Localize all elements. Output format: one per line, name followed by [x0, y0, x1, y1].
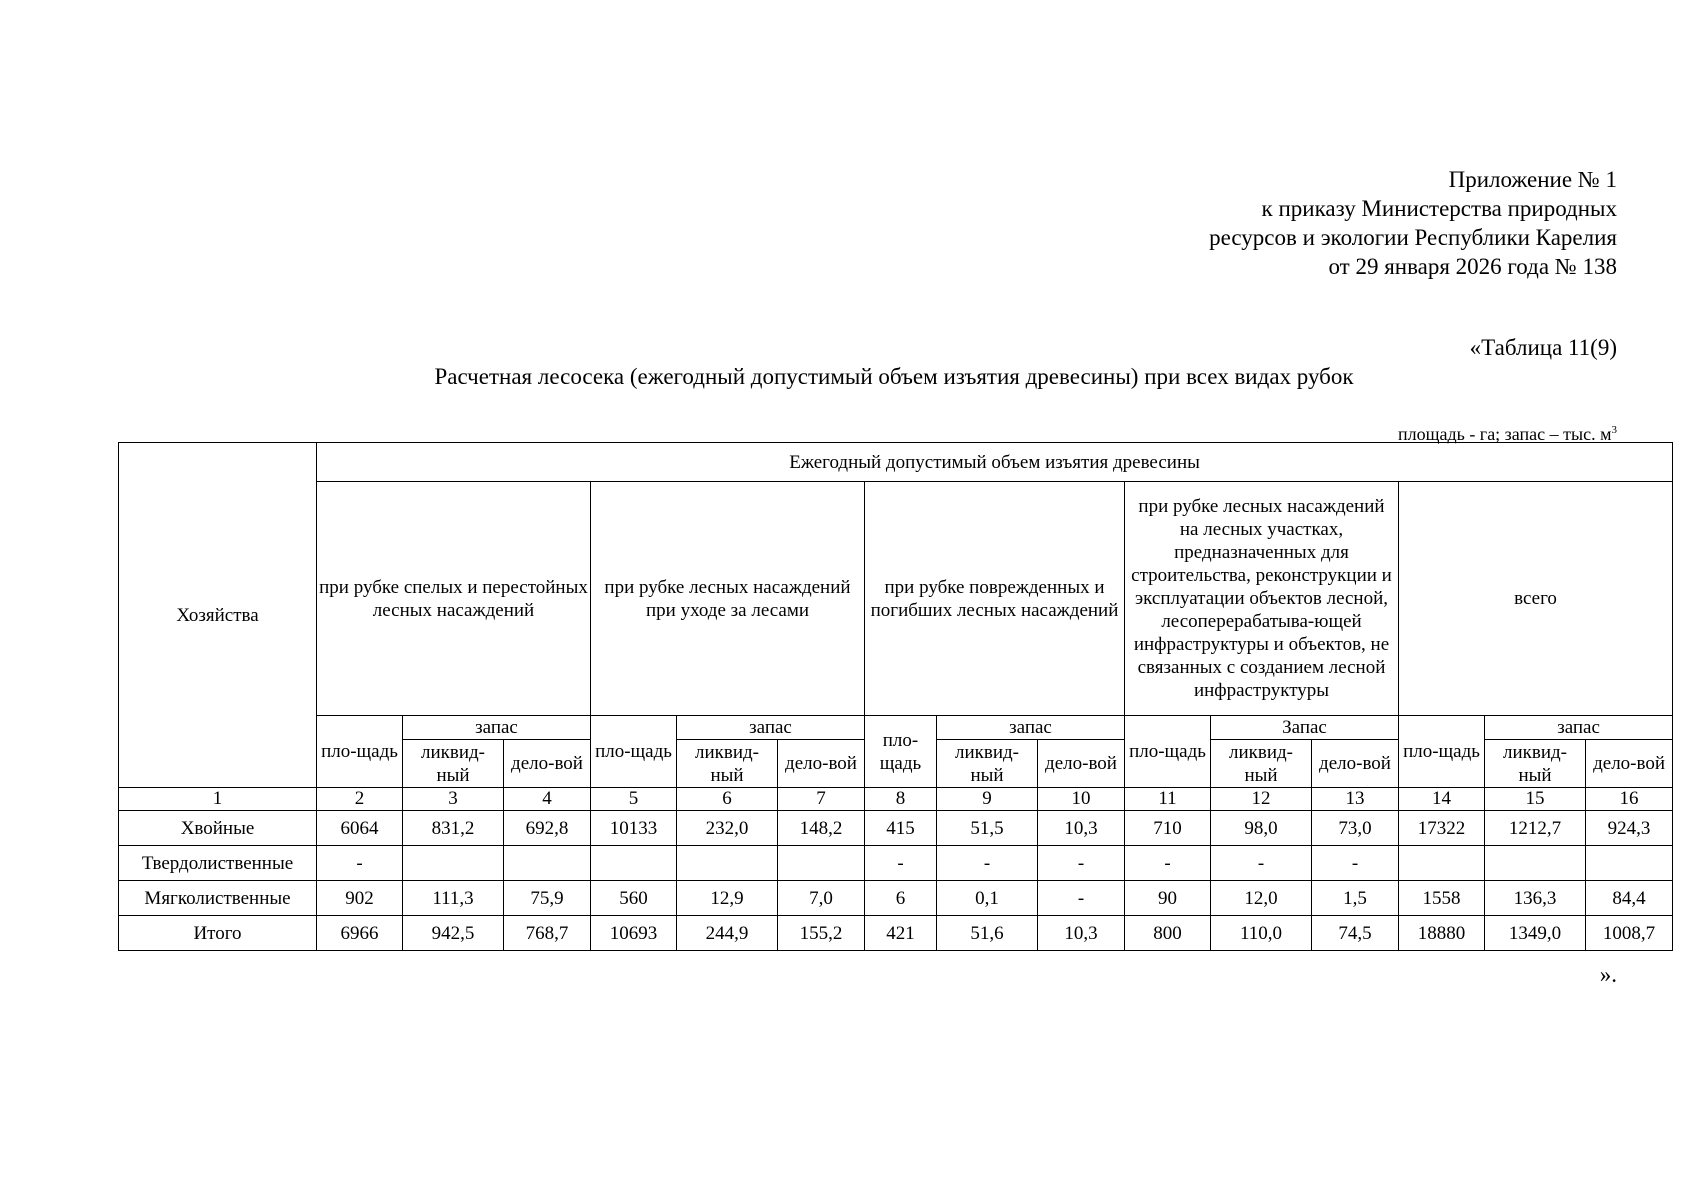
table-cell: 12,9: [677, 881, 778, 916]
header-liquid: ликвид-ный: [937, 740, 1038, 788]
units-text: площадь - га; запас – тыс. м: [1397, 424, 1612, 444]
header-stock: запас: [403, 716, 591, 740]
header-stock: запас: [937, 716, 1125, 740]
header-group-infrastructure: при рубке лесных насаждений на лесных участках, предназначенных для строительства, реконструкции и эксплуатации объектов лесной, лесоперерабатыва-ющей инфраструктуры и объектов, не связанных с созданием лесной инфраструктуры: [1125, 482, 1399, 716]
table-cell: -: [1125, 846, 1211, 881]
table-cell: 7,0: [778, 881, 865, 916]
header-farm-type: Хозяйства: [119, 443, 317, 788]
column-number: 10: [1038, 788, 1125, 811]
header-stock: запас: [677, 716, 865, 740]
table-row: [119, 811, 1673, 846]
header-area: пло-щадь: [1125, 716, 1211, 788]
table-cell: Хвойные: [119, 811, 317, 846]
table-cell: 148,2: [778, 811, 865, 846]
table-label: «Таблица 11(9): [1469, 335, 1617, 360]
table-cell: 800: [1125, 916, 1211, 951]
units-superscript: 3: [1611, 424, 1617, 436]
ministry-name-line: ресурсов и экологии Республики Карелия: [1209, 225, 1617, 250]
order-date-number: от 29 января 2026 года № 138: [1328, 254, 1617, 279]
table-cell: 1,5: [1312, 881, 1399, 916]
header-annual-volume: Ежегодный допустимый объем изъятия древесины: [317, 443, 1673, 482]
table-cell: 110,0: [1211, 916, 1312, 951]
table-cell: 10133: [591, 811, 677, 846]
table-cell: 768,7: [504, 916, 591, 951]
column-number: 3: [403, 788, 504, 811]
table-cell: 1008,7: [1586, 916, 1673, 951]
column-number: 7: [778, 788, 865, 811]
header-liquid: ликвид-ный: [677, 740, 778, 788]
table-cell: 1212,7: [1485, 811, 1586, 846]
header-business: дело-вой: [1038, 740, 1125, 788]
table-cell: 6966: [317, 916, 403, 951]
header-area: пло-щадь: [1399, 716, 1485, 788]
table-cell: 73,0: [1312, 811, 1399, 846]
column-number: 2: [317, 788, 403, 811]
table-cell: 17322: [1399, 811, 1485, 846]
table-cell: -: [865, 846, 937, 881]
table-cell: 84,4: [1586, 881, 1673, 916]
table-cell: [1485, 846, 1586, 881]
logging-volume-table: [118, 442, 1673, 951]
table-cell: 90: [1125, 881, 1211, 916]
table-cell: 74,5: [1312, 916, 1399, 951]
header-area: пло-щадь: [865, 716, 937, 788]
header-group-thinning: при рубке лесных насаждений при уходе за лесами: [591, 482, 865, 716]
header-group-mature: при рубке спелых и перестойных лесных насаждений: [317, 482, 591, 716]
page-title: Расчетная лесосека (ежегодный допустимый объем изъятия древесины) при всех видах рубок: [434, 364, 1354, 389]
appendix-number: Приложение № 1: [1448, 167, 1617, 192]
table-cell: Итого: [119, 916, 317, 951]
column-number: 8: [865, 788, 937, 811]
column-number: 12: [1211, 788, 1312, 811]
table-cell: 1349,0: [1485, 916, 1586, 951]
table-cell: -: [1038, 846, 1125, 881]
header-stock: Запас: [1211, 716, 1399, 740]
table-cell: 51,6: [937, 916, 1038, 951]
header-area: пло-щадь: [591, 716, 677, 788]
order-reference-line: к приказу Министерства природных: [1261, 196, 1617, 221]
table-cell: 902: [317, 881, 403, 916]
table-cell: 1558: [1399, 881, 1485, 916]
table-cell: 924,3: [1586, 811, 1673, 846]
column-number: 16: [1586, 788, 1673, 811]
table-cell: -: [937, 846, 1038, 881]
header-liquid: ликвид-ный: [1485, 740, 1586, 788]
table-cell: 232,0: [677, 811, 778, 846]
table-cell: [403, 846, 504, 881]
header-business: дело-вой: [1586, 740, 1673, 788]
column-number: 13: [1312, 788, 1399, 811]
column-number: 9: [937, 788, 1038, 811]
table-cell: 710: [1125, 811, 1211, 846]
header-area: пло-щадь: [317, 716, 403, 788]
header-liquid: ликвид-ный: [1211, 740, 1312, 788]
column-number: 15: [1485, 788, 1586, 811]
table-cell: 6: [865, 881, 937, 916]
table-cell: [504, 846, 591, 881]
table-cell: 244,9: [677, 916, 778, 951]
column-number: 1: [119, 788, 317, 811]
table-cell: 51,5: [937, 811, 1038, 846]
column-number: 14: [1399, 788, 1485, 811]
table-cell: -: [317, 846, 403, 881]
table-cell: [591, 846, 677, 881]
table-cell: 136,3: [1485, 881, 1586, 916]
header-stock: запас: [1485, 716, 1673, 740]
header-business: дело-вой: [1312, 740, 1399, 788]
table-cell: 10,3: [1038, 916, 1125, 951]
header-liquid: ликвид-ный: [403, 740, 504, 788]
header-group-damaged: при рубке поврежденных и погибших лесных насаждений: [865, 482, 1125, 716]
table-cell: 421: [865, 916, 937, 951]
header-group-total: всего: [1399, 482, 1673, 716]
table-cell: -: [1211, 846, 1312, 881]
table-cell: 560: [591, 881, 677, 916]
table-cell: [1586, 846, 1673, 881]
table-cell: [778, 846, 865, 881]
column-number: 6: [677, 788, 778, 811]
table-cell: 0,1: [937, 881, 1038, 916]
table-cell: 111,3: [403, 881, 504, 916]
table-cell: Мягколиственные: [119, 881, 317, 916]
table-row: [119, 846, 1673, 881]
table-cell: -: [1312, 846, 1399, 881]
header-business: дело-вой: [778, 740, 865, 788]
table-cell: [677, 846, 778, 881]
table-row: [119, 881, 1673, 916]
column-number: 11: [1125, 788, 1211, 811]
table-cell: -: [1038, 881, 1125, 916]
table-cell: Твердолиственные: [119, 846, 317, 881]
table-row-total: [119, 916, 1673, 951]
table-cell: 10693: [591, 916, 677, 951]
table-cell: 942,5: [403, 916, 504, 951]
table-cell: 98,0: [1211, 811, 1312, 846]
column-number-row: [119, 788, 1673, 811]
table-cell: 75,9: [504, 881, 591, 916]
table-cell: 415: [865, 811, 937, 846]
table-cell: 18880: [1399, 916, 1485, 951]
table-cell: 6064: [317, 811, 403, 846]
appendix-header: [1209, 165, 1617, 281]
table-cell: 12,0: [1211, 881, 1312, 916]
table-cell: [1399, 846, 1485, 881]
table-cell: 10,3: [1038, 811, 1125, 846]
column-number: 4: [504, 788, 591, 811]
closing-quote: ».: [1599, 962, 1617, 987]
table-cell: 692,8: [504, 811, 591, 846]
header-business: дело-вой: [504, 740, 591, 788]
column-number: 5: [591, 788, 677, 811]
table-cell: 155,2: [778, 916, 865, 951]
table-cell: 831,2: [403, 811, 504, 846]
